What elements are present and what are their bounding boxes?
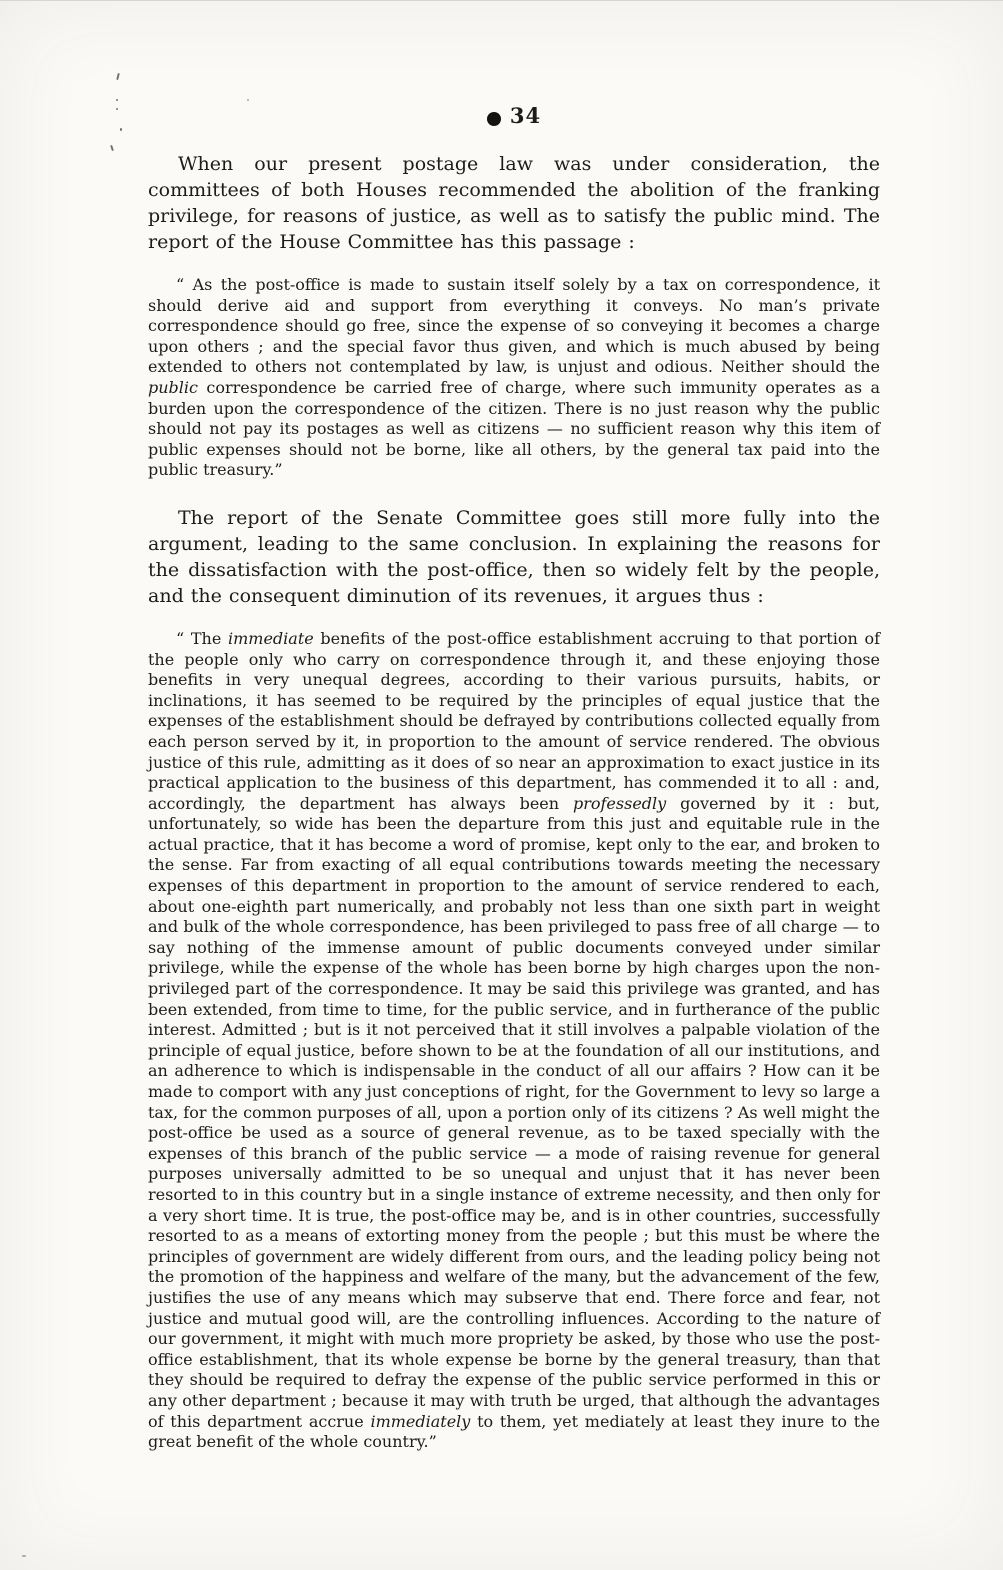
page-content <box>148 151 880 1477</box>
scan-speck <box>116 108 118 110</box>
text-run: to them, yet mediately at least they inure to the great benefit of the whole country.” <box>148 1411 880 1452</box>
scan-speck <box>22 1555 26 1557</box>
italic-text: public <box>148 377 198 397</box>
senate-committee-quote <box>148 629 880 1453</box>
senate-intro-paragraph <box>148 505 880 609</box>
text-run: The report of the Senate Committee goes still more fully into the argument, leading to the same conclusion. In explaining the reasons for the dissatisfaction with the post-office, then so widely felt by the people, and the consequent diminution of its revenues, it argues thus : <box>148 506 880 607</box>
scan-speck <box>120 128 122 131</box>
scan-speck <box>247 99 249 101</box>
text-run: governed by it : but, unfortunately, so wide has been the departure from this just and equitable rule in the actual practice, that it has become a word of promise, kept only to the ear, and broken to the sense. Far from exacting of all equal contributions towards meeting the necessary expenses of this department in proportion to the amount of service rendered to each, about one-eighth part numerically, and probably not less than one sixth part in weight and bulk of the whole correspondence, has been privileged to pass free of all charge — to say nothing of the immense amount of public documents conveyed under similar privilege, while the expense of the whole has been borne by high charges upon the non-privileged part of the correspondence. It may be said this privilege was granted, and has been extended, from time to time, for the public service, and in furtherance of the public interest. Admitted ; but is it not perceived that it still involves a palpable violation of the principle of equal justice, before shown to be at the foundation of all our institutions, and an adherence to which is indispensable in the conduct of all our affairs ? How can it be made to comport with any just conceptions of right, for the Government to levy so large a tax, for the common purposes of all, upon a portion only of its citizens ? As well might the post-office be used as a source of general revenue, as to be taxed specially with the expenses of this branch of the public service — a mode of raising revenue for general purposes universally admitted to be so unequal and unjust that it has never been resorted to in this country but in a single instance of extreme necessity, and then only for a very short time. It is true, the post-office may be, and is in other countries, successfully resorted to as a means of extorting money from the people ; but this must be where the principles of government are widely different from ours, and the leading policy being not the promotion of the happiness and welfare of the many, but the advancement of the few, justifies the use of any means which may subserve that end. There force and fear, not justice and mutual good will, are the controlling influences. According to the nature of our government, it might with much more propriety be asked, by those who use the post-office establishment, that its whole expense be borne by the general treasury, than that they should be required to defray the expense of the public service performed in this or any other department ; because it may with truth be urged, that although the advantages of this department accrue <box>148 793 881 1431</box>
ink-dot-icon <box>487 112 501 126</box>
intro-paragraph <box>148 151 880 255</box>
text-run: “ The <box>176 628 228 648</box>
text-run: correspondence be carried free of charge, where such immunity operates as a burden upon the correspondence of the citizen. There is no just reason why the public should not pay its postages as well as citizens — no sufficient reason why this item of public expenses should not be borne, like all others, by the general tax paid into the public treasury.” <box>148 377 880 480</box>
scan-speck <box>116 73 120 80</box>
text-run: benefits of the post-office establishment accruing to that portion of the people only who carry on correspondence through it, and these enjoying those benefits in very unequal degrees, according to their various pursuits, habits, or inclinations, it has seemed to be required by the principles of equal justice that the expenses of the establishment should be defrayed by contributions collected equally from each person served by it, in proportion to the amount of service rendered. The obvious justice of this rule, admitting as it does of so near an approximation to exact justice in its practical application to the business of this department, has commended it to all : and, accordingly, the department has always been <box>148 628 881 813</box>
scan-speck <box>116 99 118 101</box>
italic-text: immediate <box>228 628 314 648</box>
page-header <box>148 103 880 128</box>
text-run: When our present postage law was under consideration, the committees of both Houses recommended the abolition of the franking privilege, for reasons of justice, as well as to satisfy the public mind. The report of the House Committee has this passage : <box>148 153 880 253</box>
scan-speck <box>110 145 114 151</box>
page-number: 34 <box>509 103 542 128</box>
italic-text: immediately <box>370 1411 471 1431</box>
italic-text: professedly <box>572 793 667 813</box>
text-run: “ As the post-office is made to sustain itself solely by a tax on correspondence, it should derive aid and support from everything it conveys. No man’s private correspondence should go free, since the expense of so conveying it becomes a charge upon others ; and the special favor thus given, and which is much abused by being extended to others not contemplated by law, is unjust and odious. Neither should the <box>148 275 880 377</box>
house-committee-quote <box>148 275 880 481</box>
